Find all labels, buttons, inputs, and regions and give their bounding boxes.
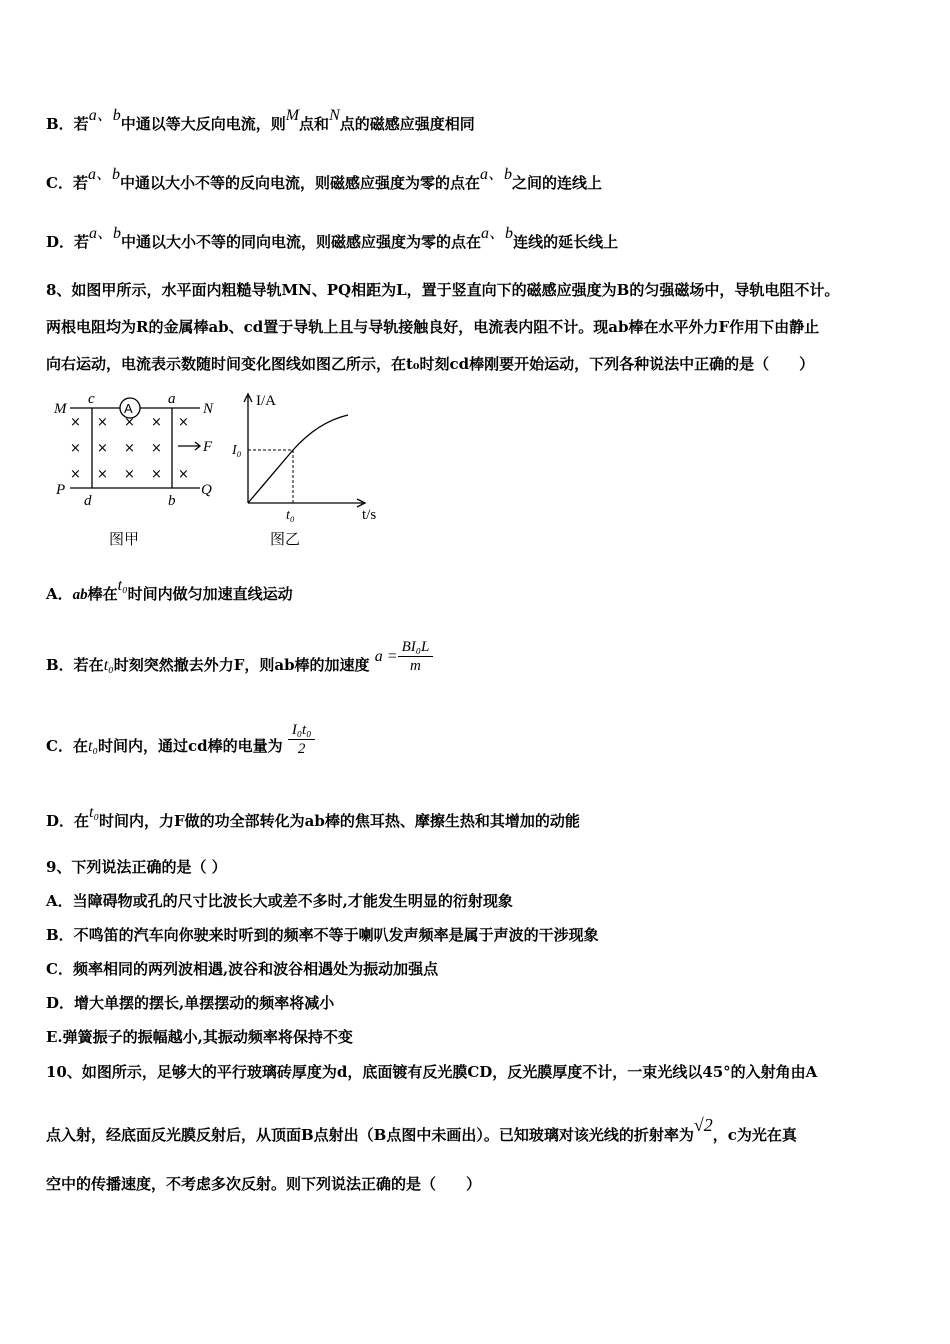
q9-option-e: E.弹簧振子的振幅越小,其振动频率将保持不变 — [46, 1028, 353, 1046]
field-cross: × — [151, 467, 162, 482]
label-F: F — [203, 439, 213, 455]
q7-option-c: C．若a、b中通以大小不等的反向电流，则磁感应强度为零的点在a、b之间的连线上 — [46, 166, 603, 192]
label-N: N — [203, 401, 214, 417]
q9-option-a: A．当障碍物或孔的尺寸比波长大或差不多时,才能发生明显的衍射现象 — [46, 892, 513, 910]
field-cross: × — [70, 415, 81, 430]
sqrt2: √2 — [693, 1115, 713, 1135]
field-cross: × — [70, 467, 81, 482]
field-cross: × — [97, 415, 108, 430]
q9-option-c: C．频率相同的两列波相遇,波谷和波谷相遇处为振动加强点 — [46, 960, 439, 978]
x-axis-label: t/s — [362, 507, 377, 523]
field-cross: × — [124, 467, 135, 482]
q8-stem-line2: 两根电阻均为R的金属棒ab、cd置于导轨上且与导轨接触良好，电流表内阻不计。现ab棒在水平外力F作用下由静止 — [46, 318, 820, 336]
label-c: c — [88, 391, 95, 407]
y-axis-label: I/A — [256, 393, 276, 409]
q8-stem-line1: 8、如图甲所示，水平面内粗糙导轨MN、PQ相距为L，置于竖直向下的磁感应强度为B的匀强磁场中，导轨电阻不计。 — [46, 281, 840, 299]
q8-stem-line3: 向右运动，电流表示数随时间变化图线如图乙所示，在t₀时刻cd棒刚要开始运动，下列各种说法中正确的是（ ） — [46, 355, 815, 373]
label-M: M — [54, 401, 67, 417]
field-cross: × — [70, 441, 81, 456]
q9-option-d: D．增大单摆的摆长,单摆摆动的频率将减小 — [46, 994, 335, 1012]
figure-yi-graph — [228, 388, 388, 523]
q8-option-b: B．若在t₀时刻突然撤去外力F，则ab棒的加速度 a = $\frac{\text{BI₀L}}{m}$ — [46, 645, 433, 686]
field-cross: × — [151, 415, 162, 430]
label-a: a — [168, 391, 176, 407]
label-P: P — [56, 482, 66, 498]
q9-option-b: B．不鸣笛的汽车向你驶来时听到的频率不等于喇叭发声频率是属于声波的干涉现象 — [46, 926, 599, 944]
q10-stem-line2: 点入射，经底面反光膜反射后，从顶面B点射出（B点图中未画出）。已知玻璃对该光线的折射率为√2，c为光在真 — [46, 1115, 797, 1144]
field-cross: × — [178, 415, 189, 430]
q9-stem: 9、下列说法正确的是（ ） — [46, 858, 227, 876]
field-cross: × — [178, 467, 189, 482]
label-Q: Q — [201, 482, 212, 498]
q8-option-d: D．在t₀时间内，力F做的功全部转化为ab棒的焦耳热、摩擦生热和其增加的动能 — [46, 804, 580, 830]
field-cross: × — [151, 441, 162, 456]
q10-stem-line1: 10、如图所示，足够大的平行玻璃砖厚度为d，底面镀有反光膜CD，反光膜厚度不计，一束光线以45°的入射角由A — [46, 1063, 818, 1081]
q8-option-a: A．ab棒在t₀时间内做匀加速直线运动 — [46, 577, 293, 603]
ammeter-icon: A — [124, 401, 133, 416]
label-d: d — [84, 493, 92, 509]
figure-jia-circuit — [50, 388, 230, 513]
field-cross: × — [124, 441, 135, 456]
q7-option-b: B．若a、b中通以等大反向电流，则M点和N点的磁感应强度相同 — [46, 107, 475, 133]
field-cross: × — [124, 415, 135, 430]
i0-label: I₀ — [232, 443, 242, 458]
figure-yi-caption: 图乙 — [270, 530, 301, 548]
field-cross: × — [97, 467, 108, 482]
q7-option-d: D．若a、b中通以大小不等的同向电流，则磁感应强度为零的点在a、b连线的延长线上 — [46, 225, 619, 251]
q8-option-c: C．在t₀时间内，通过cd棒的电量为 $\frac{\text{I₀t₀}}{2}$ — [46, 722, 315, 771]
q10-stem-line3: 空中的传播速度，不考虑多次反射。则下列说法正确的是（ ） — [46, 1175, 482, 1193]
figure-jia-caption: 图甲 — [109, 530, 140, 548]
t0-label: t₀ — [286, 508, 295, 523]
field-cross: × — [97, 441, 108, 456]
label-b: b — [168, 493, 176, 509]
